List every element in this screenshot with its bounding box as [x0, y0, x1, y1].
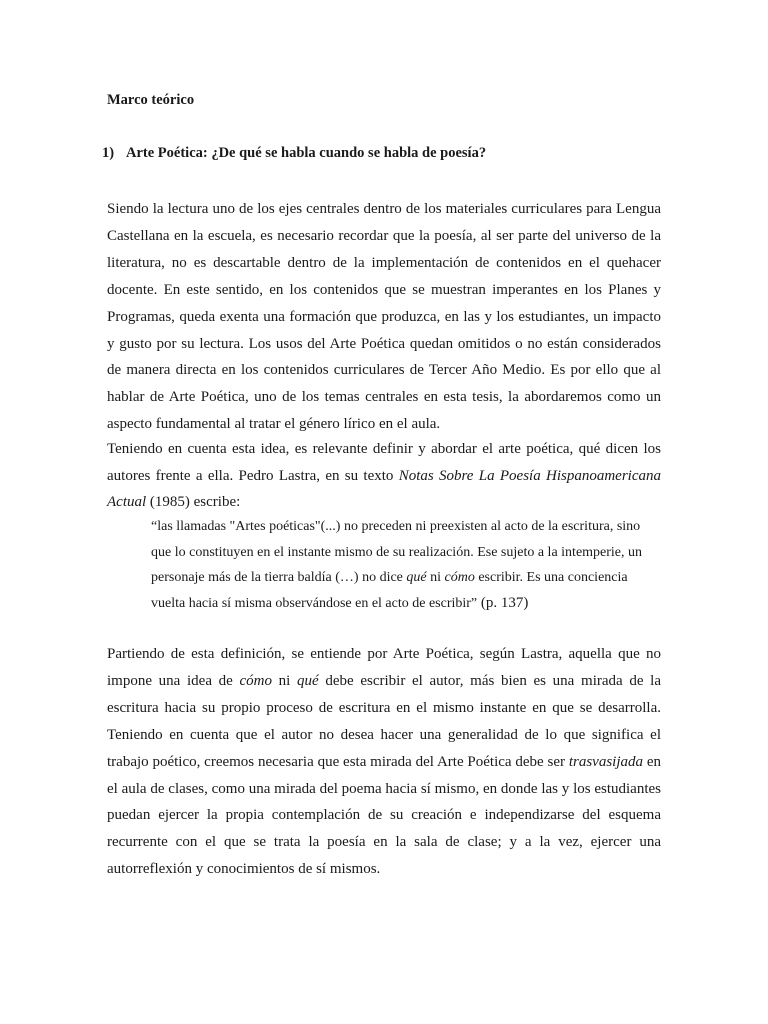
paragraph-text: debe escribir el autor, más bien es una mirada de la escritura hacia su propio proceso de escritura en el mismo instante en que se desarrolla. Teniendo en cuenta que el autor no desea hacer una generalidad de lo que significa el trabajo poético, creemos necesaria que esta mirada del Arte Poética debe ser — [107, 672, 662, 770]
paragraph-text: ni — [272, 672, 298, 689]
paragraph-definition — [107, 641, 661, 883]
section-heading — [102, 145, 486, 162]
block-quote — [151, 514, 661, 616]
quote-citation: (p. 137) — [477, 594, 529, 611]
italic-trasvasijada: trasvasijada — [568, 753, 644, 770]
quote-italic-que: qué — [406, 570, 427, 585]
paragraph-lastra-text: Teniendo en cuenta esta idea, es relevante definir y abordar el arte poética, qué dicen los autores frente a ella. Pedro Lastra, en su texto — [107, 441, 661, 484]
paragraph-text: Partiendo de esta definición, se entiende por Arte Poética, según Lastra, aquella que no impone una idea de — [107, 646, 661, 689]
paragraph-lastra-year: (1985) escribe: — [146, 494, 241, 510]
book-title: Notas Sobre La Poesía Hispanoamericana Actual — [107, 467, 662, 510]
quote-text: “las llamadas "Artes poéticas"(...) no preceden ni preexisten al acto de la escritura, sino que lo constituyen en el instante mismo de su realización. Ese sujeto a la intemperie, un personaje más de la tierra baldía (…) no dice — [151, 519, 643, 585]
quote-text: ni — [426, 570, 445, 585]
paragraph-lastra-intro — [107, 436, 661, 516]
section-title: Arte Poética: ¿De qué se habla cuando se habla de poesía? — [126, 145, 487, 161]
italic-como: cómo — [239, 672, 272, 689]
italic-que: qué — [297, 672, 319, 689]
document-title: Marco teórico — [107, 92, 195, 108]
paragraph-text: en el aula de clases, como una mirada del poema hacia sí mismo, en donde las y los estudiantes puedan ejercer la propia contemplación de su creación e independizarse del esquema recurrente con el que se trata la poesía en la sala de clase; y a la vez, ejercer una autorreflexión y conocimientos de sí mismos. — [107, 753, 661, 878]
quote-text: escribir. Es una conciencia vuelta hacia sí misma observándose en el acto de escribir” — [151, 570, 628, 611]
paragraph-intro: Siendo la lectura uno de los ejes centrales dentro de los materiales curriculares para Lengua Castellana en la escuela, es necesario recordar que la poesía, al ser parte del universo de la literatura, no es descartable dentro de la implementación de contenidos en el quehacer docente. En este sentido, en los contenidos que se muestran imperantes en los Planes y Programas, queda exenta una formación que produzca, en las y los estudiantes, un impacto y gusto por su lectura. Los usos del Arte Poética quedan omitidos o no están considerados de manera directa en los contenidos curriculares de Tercer Año Medio. Es por ello que al hablar de Arte Poética, uno de los temas centrales en esta tesis, la abordaremos como un aspecto fundamental al tratar el género lírico en el aula. — [107, 201, 661, 433]
section-number: 1) — [102, 145, 115, 161]
quote-italic-como: cómo — [444, 570, 475, 585]
